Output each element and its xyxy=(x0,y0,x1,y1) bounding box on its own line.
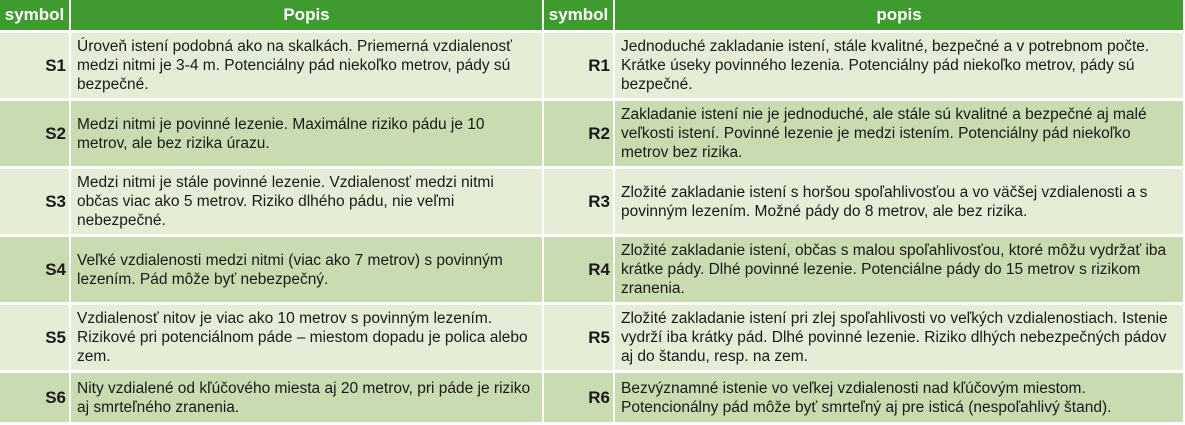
row-description: Zložité zakladanie istení pri zlej spoľahlivosti vo veľkých vzdialenostiach. Istenie vydrží iba krátky pád. Dlhé povinné lezenie. Riziko dlhých nebezpečných pádov aj do štandu, resp. na zem. xyxy=(614,304,1184,372)
table-row xyxy=(0,100,543,168)
table-row xyxy=(544,304,1184,372)
table-row xyxy=(0,304,543,372)
table-row xyxy=(544,100,1184,168)
row-description: Jednoduché zakladanie istení, stále kvalitné, bezpečné a v potrebnom počte. Krátke úseky povinného lezenia. Potenciálny pád niekoľko metrov, pády sú bezpečné. xyxy=(614,32,1184,100)
row-symbol: S3 xyxy=(0,168,70,236)
table-row xyxy=(544,372,1184,424)
row-symbol: R4 xyxy=(544,236,614,304)
row-symbol: S4 xyxy=(0,236,70,304)
row-description: Vzdialenosť nitov je viac ako 10 metrov s povinným lezením. Rizikové pri potenciálnom páde – miestom dopadu je polica alebo zem. xyxy=(70,304,543,372)
row-description: Úroveň istení podobná ako na skalkách. Priemerná vzdialenosť medzi nitmi je 3-4 m. Potenciálny pád niekoľko metrov, pády sú bezpečné. xyxy=(70,32,543,100)
table-row xyxy=(544,32,1184,100)
row-symbol: S2 xyxy=(0,100,70,168)
table-row xyxy=(544,236,1184,304)
row-description: Medzi nitmi je stále povinné lezenie. Vzdialenosť medzi nitmi občas viac ako 5 metrov. Riziko dlhého pádu, nie veľmi nebezpečné. xyxy=(70,168,543,236)
row-symbol: R3 xyxy=(544,168,614,236)
row-description: Zakladanie istení nie je jednoduché, ale stále sú kvalitné a bezpečné aj malé veľkosti istení. Povinné lezenie je medzi istením. Potenciálny pád niekoľko metrov bez rizika. xyxy=(614,100,1184,168)
row-symbol: R1 xyxy=(544,32,614,100)
table-row xyxy=(0,372,543,424)
row-description: Nity vzdialené od kľúčového miesta aj 20 metrov, pri páde je riziko aj smrteľného zranenia. xyxy=(70,372,543,424)
row-symbol: R5 xyxy=(544,304,614,372)
table-row xyxy=(0,236,543,304)
column-header-description: Popis xyxy=(70,0,543,32)
table-row xyxy=(0,168,543,236)
row-symbol: R2 xyxy=(544,100,614,168)
row-description: Zložité zakladanie istení, občas s malou spoľahlivosťou, ktoré môžu vydržať iba krátke pády. Dlhé povinné lezenie. Potenciálne pády do 15 metrov s rizikom zranenia. xyxy=(614,236,1184,304)
column-header-symbol: symbol xyxy=(0,0,70,32)
row-symbol: S5 xyxy=(0,304,70,372)
row-description: Zložité zakladanie istení s horšou spoľahlivosťou a vo väčšej vzdialenosti a s povinným lezením. Možné pády do 8 metrov, ale bez rizika. xyxy=(614,168,1184,236)
trad-grade-table xyxy=(544,0,1185,425)
row-symbol: S1 xyxy=(0,32,70,100)
row-description: Veľké vzdialenosti medzi nitmi (viac ako 7 metrov) s povinným lezením. Pád môže byť nebezpečný. xyxy=(70,236,543,304)
sport-grade-table xyxy=(0,0,544,425)
row-description: Bezvýznamné istenie vo veľkej vzdialenosti nad kľúčovým miestom. Potencionálny pád môže byť smrteľný aj pre isticá (nespoľahlivý štand). xyxy=(614,372,1184,424)
table-row xyxy=(0,32,543,100)
row-symbol: R6 xyxy=(544,372,614,424)
column-header-description: popis xyxy=(614,0,1184,32)
row-description: Medzi nitmi je povinné lezenie. Maximálne riziko pádu je 10 metrov, ale bez rizika úrazu. xyxy=(70,100,543,168)
table-row xyxy=(544,168,1184,236)
column-header-symbol: symbol xyxy=(544,0,614,32)
table-header-row xyxy=(0,0,543,32)
row-symbol: S6 xyxy=(0,372,70,424)
table-header-row xyxy=(544,0,1184,32)
